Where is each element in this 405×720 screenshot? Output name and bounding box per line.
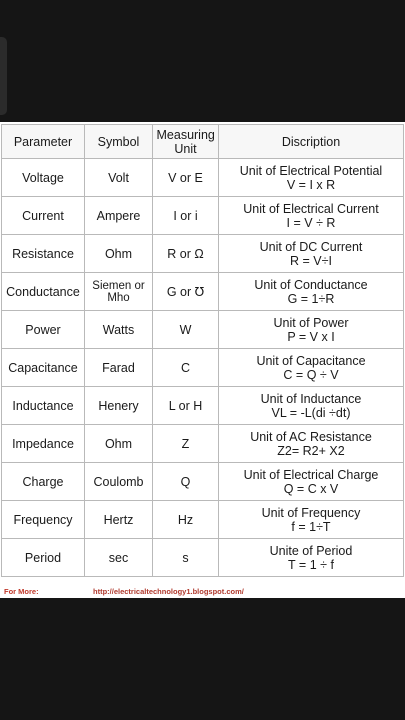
description-formula: Q = C x V	[283, 481, 339, 496]
cell-unit: I or i	[153, 197, 219, 235]
description-title: Unit of Conductance	[254, 277, 368, 292]
cell-symbol: Ohm	[85, 235, 153, 273]
header-measuring-unit	[153, 125, 219, 159]
cell-description	[219, 425, 404, 463]
description-title: Unit of AC Resistance	[250, 429, 372, 444]
description-title: Unit of Frequency	[261, 505, 361, 520]
description-title: Unit of DC Current	[259, 239, 363, 254]
cell-parameter: Resistance	[2, 235, 85, 273]
description-title: Unit of Power	[273, 315, 349, 330]
table-header-row	[2, 125, 404, 159]
table-row	[2, 273, 404, 311]
cell-description	[219, 463, 404, 501]
description-title: Unite of Period	[269, 543, 353, 558]
cell-parameter: Voltage	[2, 159, 85, 197]
cell-description	[219, 387, 404, 425]
cell-description	[219, 539, 404, 577]
table-row	[2, 501, 404, 539]
description-formula: f = 1÷T	[291, 519, 331, 534]
side-panel-handle[interactable]	[0, 37, 7, 115]
table-row	[2, 387, 404, 425]
cell-description	[219, 501, 404, 539]
description-formula: V = I x R	[286, 177, 336, 192]
description-title: Unit of Electrical Potential	[239, 163, 383, 178]
cell-unit: C	[153, 349, 219, 387]
cell-description	[219, 235, 404, 273]
cell-unit: s	[153, 539, 219, 577]
description-formula: VL = -L(di ÷dt)	[271, 405, 351, 420]
description-formula: T = 1 ÷ f	[288, 557, 334, 572]
table-row	[2, 349, 404, 387]
cell-parameter: Charge	[2, 463, 85, 501]
cell-description	[219, 273, 404, 311]
table-row	[2, 235, 404, 273]
cell-symbol: Volt	[85, 159, 153, 197]
footer-link[interactable]: http://electricaltechnology1.blogspot.com/	[93, 587, 244, 596]
cell-parameter: Power	[2, 311, 85, 349]
cell-symbol: Siemen or Mho	[85, 273, 153, 311]
description-formula: R = V÷I	[290, 253, 332, 268]
cell-unit: V or E	[153, 159, 219, 197]
cell-unit: W	[153, 311, 219, 349]
description-formula: P = V x I	[287, 329, 335, 344]
cell-unit: Q	[153, 463, 219, 501]
cell-description	[219, 349, 404, 387]
cell-symbol: Henery	[85, 387, 153, 425]
units-table	[1, 124, 404, 577]
description-formula: Z2= R2+ X2	[277, 443, 345, 458]
cell-unit: R or Ω	[153, 235, 219, 273]
cell-symbol: Watts	[85, 311, 153, 349]
table-row	[2, 197, 404, 235]
cell-parameter: Current	[2, 197, 85, 235]
cell-unit: L or H	[153, 387, 219, 425]
table-row	[2, 425, 404, 463]
header-symbol: Symbol	[85, 125, 153, 159]
header-parameter: Parameter	[2, 125, 85, 159]
description-title: Unit of Electrical Charge	[243, 467, 379, 482]
cell-symbol: Hertz	[85, 501, 153, 539]
table-row	[2, 159, 404, 197]
cell-symbol: sec	[85, 539, 153, 577]
cell-parameter: Period	[2, 539, 85, 577]
description-title: Unit of Electrical Current	[243, 201, 379, 216]
description-title: Unit of Inductance	[260, 391, 362, 406]
description-title: Unit of Capacitance	[256, 353, 366, 368]
cell-unit: Hz	[153, 501, 219, 539]
footer	[4, 587, 402, 597]
table-body	[2, 159, 404, 577]
description-formula: G = 1÷R	[287, 291, 335, 306]
table-row	[2, 539, 404, 577]
cell-symbol: Coulomb	[85, 463, 153, 501]
cell-parameter: Conductance	[2, 273, 85, 311]
cell-parameter: Capacitance	[2, 349, 85, 387]
description-formula: C = Q ÷ V	[283, 367, 339, 382]
header-description: Discription	[219, 125, 404, 159]
cell-symbol: Farad	[85, 349, 153, 387]
cell-description	[219, 159, 404, 197]
cell-parameter: Impedance	[2, 425, 85, 463]
table-row	[2, 463, 404, 501]
cell-unit: G or ℧	[153, 273, 219, 311]
footer-for-more: For More:	[4, 587, 39, 596]
description-formula: I = V ÷ R	[286, 215, 336, 230]
cell-parameter: Inductance	[2, 387, 85, 425]
cell-symbol: Ampere	[85, 197, 153, 235]
cell-symbol: Ohm	[85, 425, 153, 463]
cell-description	[219, 197, 404, 235]
units-table-image	[0, 122, 405, 598]
cell-unit: Z	[153, 425, 219, 463]
header-measuring-unit-text: Measuring Unit	[156, 127, 215, 156]
cell-parameter: Frequency	[2, 501, 85, 539]
table-row	[2, 311, 404, 349]
cell-description	[219, 311, 404, 349]
